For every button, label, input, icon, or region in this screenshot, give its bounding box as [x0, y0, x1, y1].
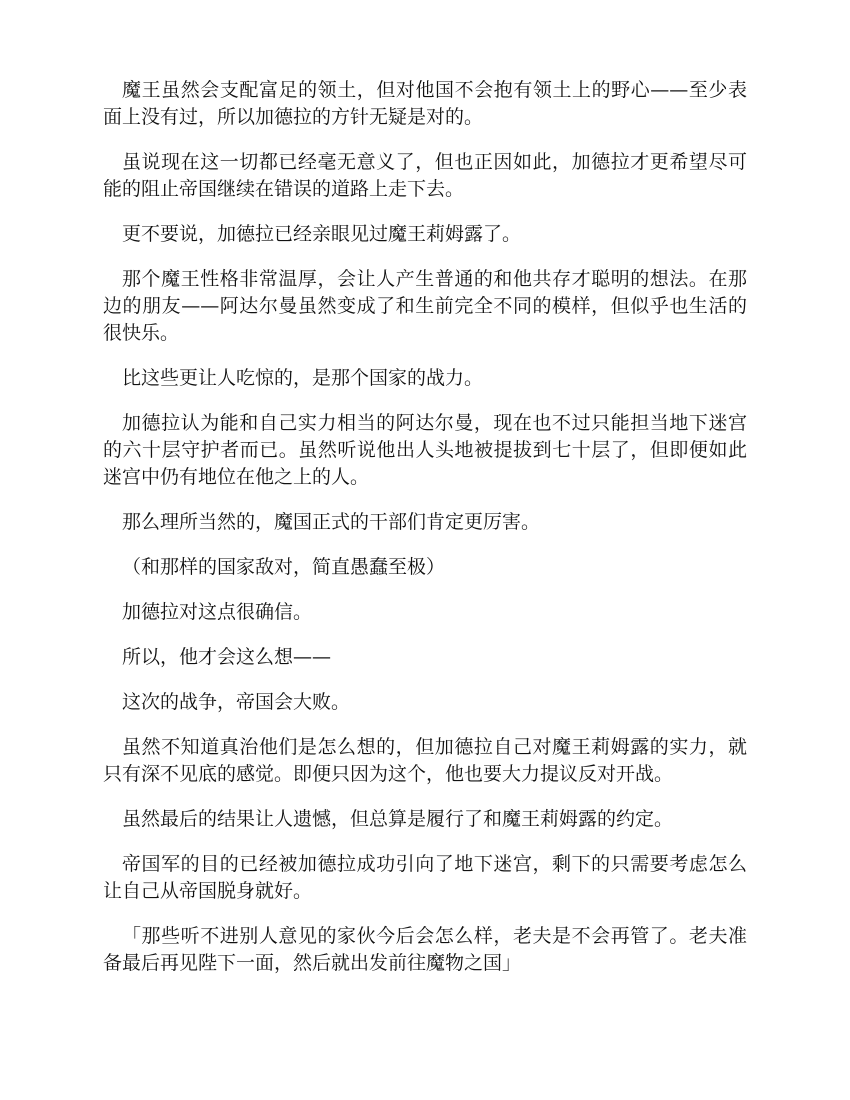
paragraph: 魔王虽然会支配富足的领土，但对他国不会抱有领土上的野心——至少表面上没有过，所以加德拉的方针无疑是对的。 [103, 79, 747, 128]
paragraph: 加德拉对这点很确信。 [122, 601, 313, 623]
paragraph: 更不要说，加德拉已经亲眼见过魔王莉姆露了。 [122, 223, 522, 245]
paragraph: 虽然最后的结果让人遗憾，但总算是履行了和魔王莉姆露的约定。 [122, 808, 674, 830]
paragraph: 那么理所当然的，魔国正式的干部们肯定更厉害。 [122, 511, 541, 533]
paragraph: 「那些听不进别人意见的家伙今后会怎么样，老夫是不会再管了。老夫准备最后再见陛下一面，然后就出发前往魔物之国」 [103, 925, 747, 974]
paragraph: 那个魔王性格非常温厚，会让人产生普通的和他共存才聪明的想法。在那边的朋友——阿达尔曼虽然变成了和生前完全不同的模样，但似乎也生活的很快乐。 [103, 268, 747, 344]
paragraph: 帝国军的目的已经被加德拉成功引向了地下迷宫，剩下的只需要考虑怎么让自己从帝国脱身就好。 [103, 853, 747, 902]
paragraph: 这次的战争，帝国会大败。 [122, 691, 351, 713]
document-page [103, 77, 747, 995]
paragraph: 加德拉认为能和自己实力相当的阿达尔曼，现在也不过只能担当地下迷宫的六十层守护者而已。虽然听说他出人头地被提拔到七十层了，但即便如此迷宫中仍有地位在他之上的人。 [103, 412, 747, 488]
paragraph: 所以，他才会这么想—— [122, 646, 332, 668]
paragraph: 虽然不知道真治他们是怎么想的，但加德拉自己对魔王莉姆露的实力，就只有深不见底的感觉。即便只因为这个，他也要大力提议反对开战。 [103, 736, 747, 785]
paragraph: （和那样的国家敌对，简直愚蠢至极） [122, 556, 446, 578]
paragraph: 虽说现在这一切都已经毫无意义了，但也正因如此，加德拉才更希望尽可能的阻止帝国继续在错误的道路上走下去。 [103, 151, 747, 200]
paragraph: 比这些更让人吃惊的，是那个国家的战力。 [122, 367, 484, 389]
